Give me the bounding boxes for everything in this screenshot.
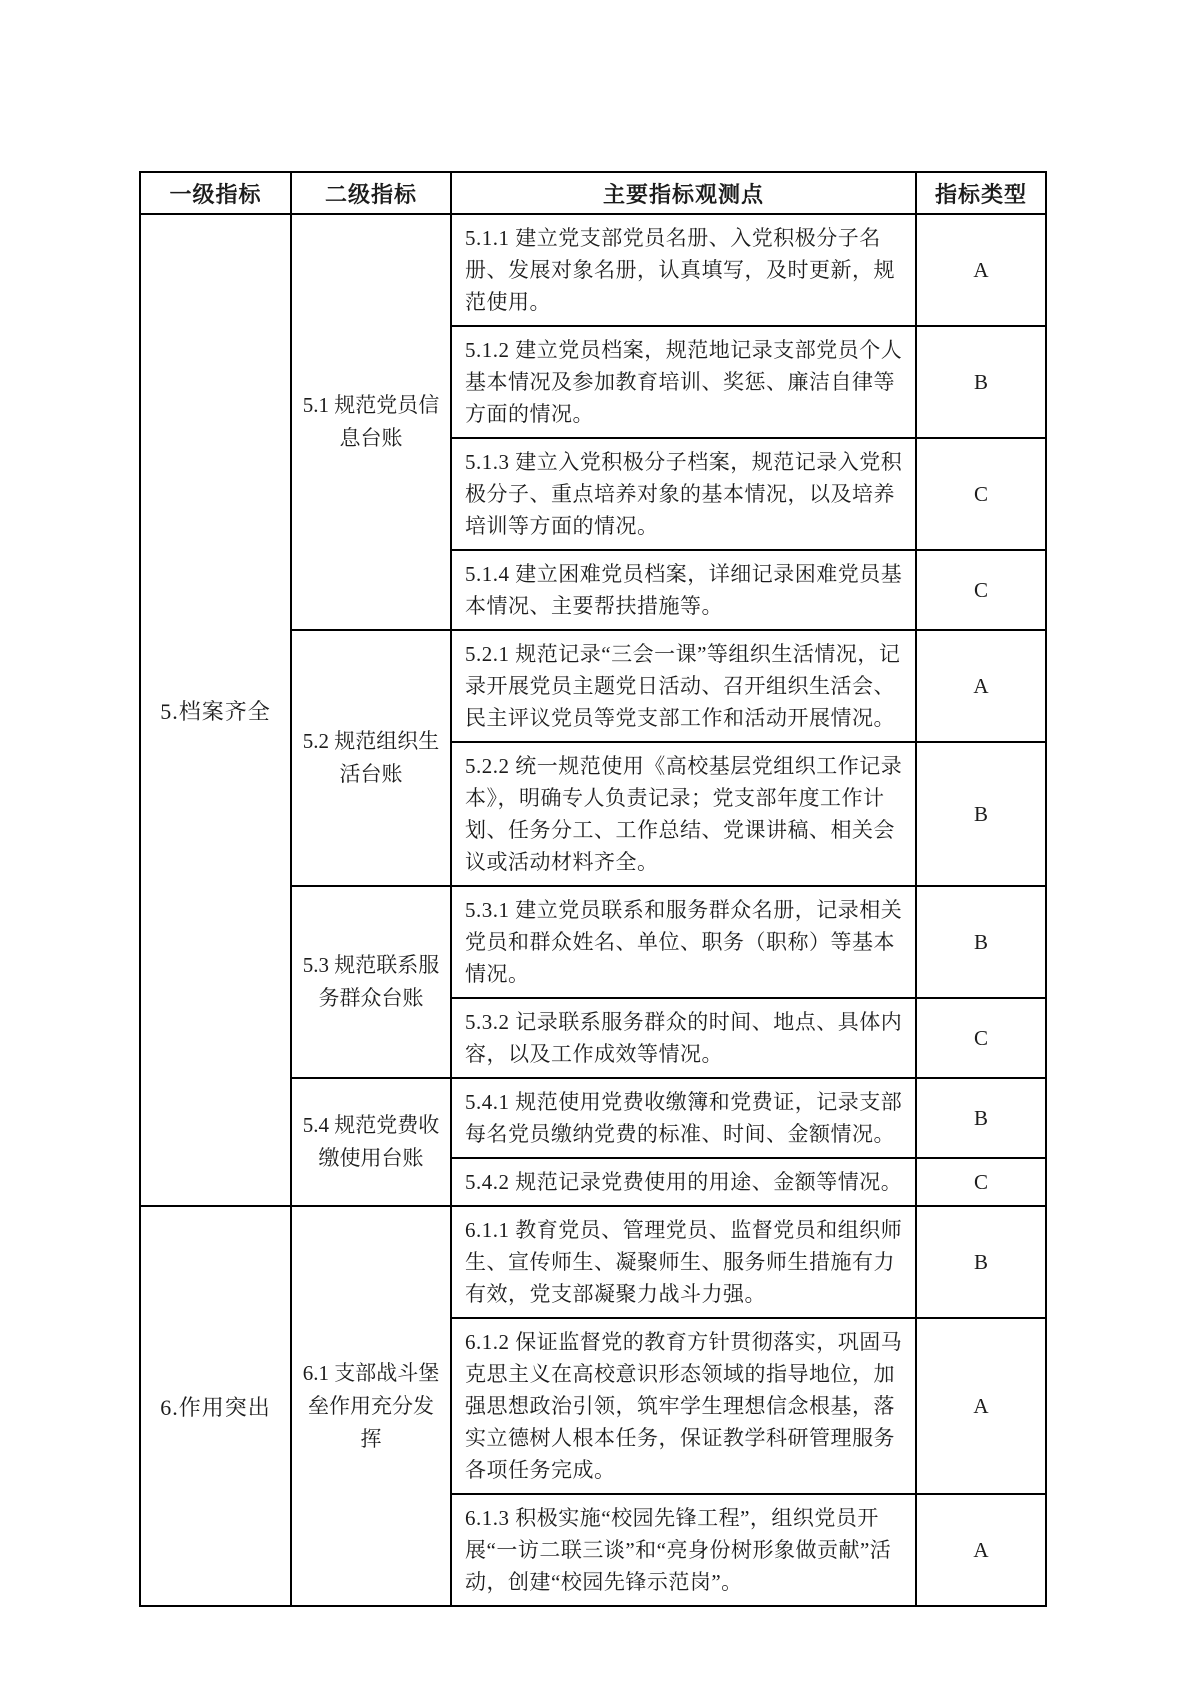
- type-cell: A: [916, 214, 1046, 326]
- type-cell: C: [916, 550, 1046, 630]
- type-cell: C: [916, 1158, 1046, 1206]
- indicator-table: [139, 171, 1047, 1607]
- type-cell: C: [916, 998, 1046, 1078]
- table-row: [140, 214, 1046, 326]
- observation-cell: 5.1.3 建立入党积极分子档案，规范记录入党积极分子、重点培养对象的基本情况，以及培养培训等方面的情况。: [451, 438, 916, 550]
- type-cell: B: [916, 326, 1046, 438]
- type-cell: B: [916, 886, 1046, 998]
- observation-cell: 5.3.2 记录联系服务群众的时间、地点、具体内容，以及工作成效等情况。: [451, 998, 916, 1078]
- type-cell: C: [916, 438, 1046, 550]
- level2-cell: 6.1 支部战斗堡垒作用充分发挥: [291, 1206, 451, 1606]
- observation-cell: 5.1.2 建立党员档案，规范地记录支部党员个人基本情况及参加教育培训、奖惩、廉洁自律等方面的情况。: [451, 326, 916, 438]
- table-header-row: [140, 172, 1046, 214]
- type-cell: A: [916, 1494, 1046, 1606]
- type-cell: A: [916, 1318, 1046, 1494]
- level1-cell: 6.作用突出: [140, 1206, 291, 1606]
- observation-cell: 5.3.1 建立党员联系和服务群众名册，记录相关党员和群众姓名、单位、职务（职称）等基本情况。: [451, 886, 916, 998]
- type-cell: B: [916, 1078, 1046, 1158]
- header-level2-indicator: 二级指标: [291, 172, 451, 214]
- level2-cell: 5.1 规范党员信息台账: [291, 214, 451, 630]
- header-indicator-type: 指标类型: [916, 172, 1046, 214]
- observation-cell: 5.4.1 规范使用党费收缴簿和党费证，记录支部每名党员缴纳党费的标准、时间、金额情况。: [451, 1078, 916, 1158]
- table-row: [140, 1206, 1046, 1318]
- observation-cell: 5.2.2 统一规范使用《高校基层党组织工作记录本》，明确专人负责记录；党支部年度工作计划、任务分工、工作总结、党课讲稿、相关会议或活动材料齐全。: [451, 742, 916, 886]
- type-cell: A: [916, 630, 1046, 742]
- header-level1-indicator: 一级指标: [140, 172, 291, 214]
- observation-cell: 5.1.4 建立困难党员档案，详细记录困难党员基本情况、主要帮扶措施等。: [451, 550, 916, 630]
- level2-cell: 5.3 规范联系服务群众台账: [291, 886, 451, 1078]
- observation-cell: 6.1.3 积极实施“校园先锋工程”，组织党员开展“一访二联三谈”和“亮身份树形象做贡献”活动，创建“校园先锋示范岗”。: [451, 1494, 916, 1606]
- observation-cell: 5.1.1 建立党支部党员名册、入党积极分子名册、发展对象名册，认真填写，及时更新，规范使用。: [451, 214, 916, 326]
- level2-cell: 5.4 规范党费收缴使用台账: [291, 1078, 451, 1206]
- observation-cell: 5.2.1 规范记录“三会一课”等组织生活情况，记录开展党员主题党日活动、召开组织生活会、民主评议党员等党支部工作和活动开展情况。: [451, 630, 916, 742]
- type-cell: B: [916, 1206, 1046, 1318]
- observation-cell: 5.4.2 规范记录党费使用的用途、金额等情况。: [451, 1158, 916, 1206]
- type-cell: B: [916, 742, 1046, 886]
- level2-cell: 5.2 规范组织生活台账: [291, 630, 451, 886]
- header-observation-point: 主要指标观测点: [451, 172, 916, 214]
- level1-cell: 5.档案齐全: [140, 214, 291, 1206]
- observation-cell: 6.1.2 保证监督党的教育方针贯彻落实，巩固马克思主义在高校意识形态领域的指导地位，加强思想政治引领，筑牢学生理想信念根基，落实立德树人根本任务，保证教学科研管理服务各项任务完成。: [451, 1318, 916, 1494]
- observation-cell: 6.1.1 教育党员、管理党员、监督党员和组织师生、宣传师生、凝聚师生、服务师生措施有力有效，党支部凝聚力战斗力强。: [451, 1206, 916, 1318]
